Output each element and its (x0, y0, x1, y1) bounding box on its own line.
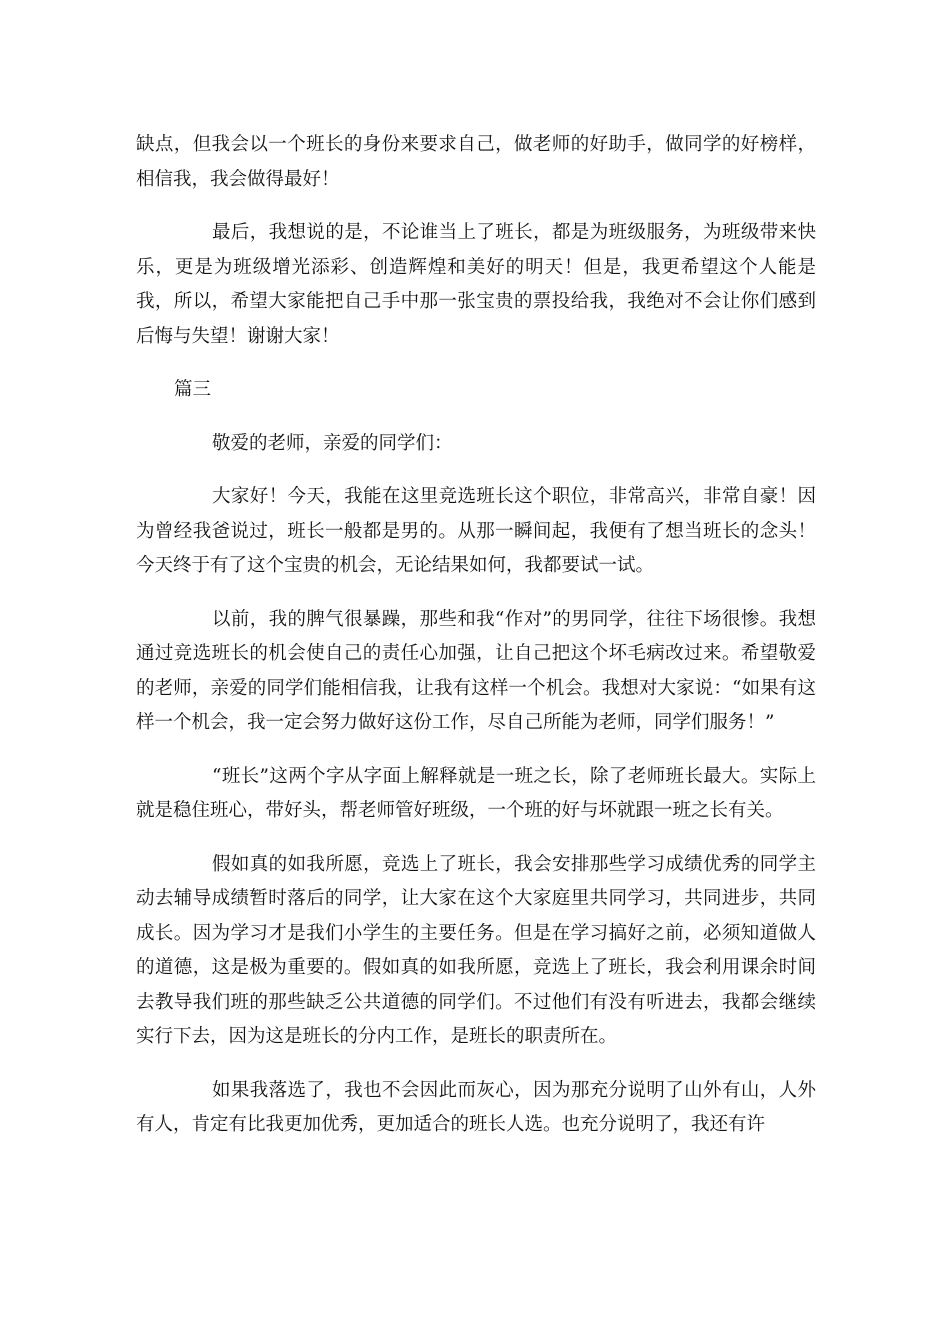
paragraph-gap (136, 1055, 816, 1074)
document-body (136, 128, 816, 1143)
paragraph: “班长”这两个字从字面上解释就是一班之长，除了老师班长最大。实际上就是稳住班心，带好头，帮老师管好班级，一个班的好与坏就跟一班之长有关。 (136, 765, 816, 821)
paragraph: 以前，我的脾气很暴躁，那些和我“作对”的男同学，往往下场很惨。我想通过竞选班长的机会使自己的责任心加强，让自己把这个坏毛病改过来。希望敬爱的老师，亲爱的同学们能相信我，让我有这样一个机会。我想对大家说：“如果有这样一个机会，我一定会努力做好这份工作，尽自己所能为老师，同学们服务！” (136, 608, 816, 733)
section-heading: 篇三 (174, 379, 212, 400)
salutation: 敬爱的老师，亲爱的同学们： (212, 432, 453, 454)
paragraph-gap (136, 354, 816, 373)
paragraph: 最后，我想说的是，不论谁当上了班长，都是为班级服务，为班级带来快乐，更是为班级增光添彩、创造辉煌和美好的明天！但是，我更希望这个人能是我，所以，希望大家能把自己手中那一张宝贵的票投给我，我绝对不会让你们感到后悔与失望！谢谢大家！ (136, 222, 816, 347)
paragraph-gap (136, 408, 816, 427)
paragraph-gap (136, 197, 816, 216)
paragraph: 假如真的如我所愿，竞选上了班长，我会安排那些学习成绩优秀的同学主动去辅导成绩暂时落后的同学，让大家在这个大家庭里共同学习，共同进步，共同成长。因为学习才是我们小学生的主要任务。但是在学习搞好之前，必须知道做人的道德，这是极为重要的。假如真的如我所愿，竞选上了班长，我会利用课余时间去教导我们班的那些缺乏公共道德的同学们。不过他们有没有听进去，我都会继续实行下去，因为这是班长的分内工作，是班长的职责所在。 (136, 853, 816, 1047)
paragraph-gap (136, 741, 816, 760)
paragraph-gap (136, 584, 816, 603)
paragraph-continued: 缺点，但我会以一个班长的身份来要求自己，做老师的好助手，做同学的好榜样，相信我，我会做得最好！ (136, 134, 816, 190)
paragraph-truncated: 如果我落选了，我也不会因此而灰心，因为那充分说明了山外有山，人外有人，肯定有比我更加优秀，更加适合的班长人选。也充分说明了，我还有许 (136, 1079, 816, 1135)
paragraph-gap (136, 461, 816, 480)
paragraph-gap (136, 829, 816, 848)
paragraph: 大家好！今天，我能在这里竞选班长这个职位，非常高兴，非常自豪！因为曾经我爸说过，班长一般都是男的。从那一瞬间起，我便有了想当班长的念头！今天终于有了这个宝贵的机会，无论结果如何，我都要试一试。 (136, 486, 816, 576)
